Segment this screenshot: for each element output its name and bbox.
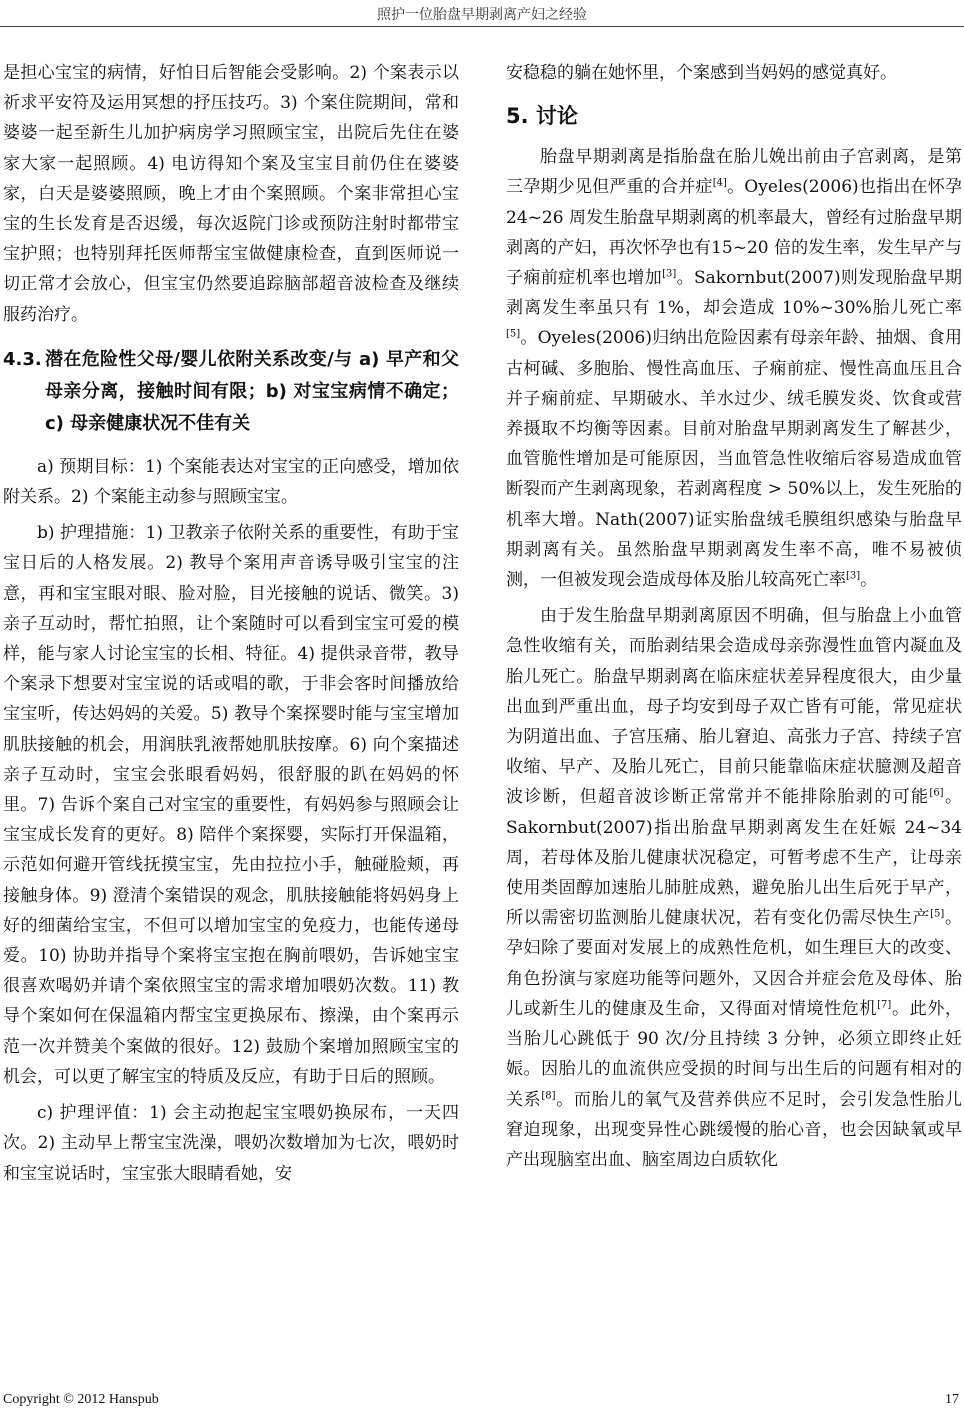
paragraph-discussion-1 <box>506 142 962 595</box>
section-title: 潜在危险性父母/婴儿依附关系改变/与 a) 早产和父母亲分离，接触时间有限；b) 对宝宝病情不确定；c) 母亲健康状况不佳有关 <box>45 348 459 434</box>
text-run: 。而胎儿的氧气及营养供应不足时，会引发急性胎儿窘迫现象，出现变异性心跳缓慢的胎心音，也会因缺氧或早产出现脑室出血、脑室周边白质软化 <box>506 1089 963 1170</box>
right-column <box>506 58 962 1181</box>
citation: [8] <box>541 1089 556 1101</box>
citation: [3] <box>846 570 861 582</box>
citation: [7] <box>877 999 892 1011</box>
running-header: 照护一位胎盘早期剥离产妇之经验 <box>377 7 587 23</box>
citation: [5] <box>930 908 945 920</box>
paragraph-continuation-right: 安稳稳的躺在她怀里，个案感到当妈妈的感觉真好。 <box>506 63 897 83</box>
text-run: 。Sakornbut(2007)指出胎盘早期剥离发生在妊娠 24~34 周，若母体及胎儿健康状况稳定，可暂考虑不生产，让母亲使用类固醇加速胎儿肺脏成熟，避免胎儿出生后死于早产，所以需密切监测胎儿健康状况，若有变化仍需尽快生产 <box>506 787 963 929</box>
paragraph-discussion-2 <box>506 601 962 1175</box>
paragraph-continuation: 是担心宝宝的病情，好怕日后智能会受影响。2) 个案表示以祈求平安符及运用冥想的抒压技巧。3) 个案住院期间，常和婆婆一起至新生儿加护病房学习照顾宝宝，出院后先住在婆家大家一起照顾。4) 电访得知个案及宝宝目前仍住在婆婆家，白天是婆婆照顾，晚上才由个案照顾。个案非常担心宝宝的生长发育是否迟缓，每次返院门诊或预防注射时都带宝宝护照；也特别拜托医师帮宝宝做健康检查，直到医师说一切正常才会放心，但宝宝仍然要追踪脑部超音波检查及继续服药治疗。 <box>3 63 459 325</box>
page-number: 17 <box>945 1392 959 1407</box>
header-rule <box>0 26 964 27</box>
paragraph-measures: b) 护理措施：1) 卫教亲子依附关系的重要性，有助于宝宝日后的人格发展。2) 教导个案用声音诱导吸引宝宝的注意，再和宝宝眼对眼、脸对脸，目光接触的说话、微笑。3) 亲子互动时，帮忙拍照，让个案随时可以看到宝宝可爱的模样，能与家人讨论宝宝的长相、特征。4) 提供录音带，教导个案录下想要对宝宝说的话或唱的歌，于非会客时间播放给宝宝听，传达妈妈的关爱。5) 教导个案探婴时能与宝宝增加肌肤接触的机会，用润肤乳液帮她肌肤按摩。6) 向个案描述亲子互动时，宝宝会张眼看妈妈，很舒服的趴在妈妈的怀里。7) 告诉个案自己对宝宝的重要性，有妈妈参与照顾会让宝宝成长发育的更好。8) 陪伴个案探婴，实际打开保温箱，示范如何避开管线抚摸宝宝，先由拉拉小手，触碰脸颊，再接触身体。9) 澄清个案错误的观念，肌肤接触能将妈妈身上好的细菌给宝宝，不但可以增加宝宝的免疫力，也能传递母爱。10) 协助并指导个案将宝宝抱在胸前喂奶，告诉她宝宝很喜欢喝奶并请个案依照宝宝的需求增加喂奶次数。11) 教导个案如何在保温箱内帮宝宝更换尿布、擦澡，由个案再示范一次并赞美个案做的很好。12) 鼓励个案增加照顾宝宝的机会，可以更了解宝宝的特质及反应，有助于日后的照顾。 <box>3 523 459 1087</box>
text-run: 胎盘早期剥离是指胎盘在胎儿娩出前由子宫剥离，是第三孕期少见但严重的合并症 <box>506 147 962 198</box>
left-column <box>3 58 459 1195</box>
citation: [5] <box>506 328 521 340</box>
paragraph-goals: a) 预期目标：1) 个案能表达对宝宝的正向感受，增加依附关系。2) 个案能主动参与照顾宝宝。 <box>3 456 459 508</box>
text-run: 。Oyeles(2006)也指出在怀孕 24~26 周发生胎盘早期剥离的机率最大，曾经有过胎盘早期剥离的产妇，再次怀孕也有15~20 倍的发生率，发生早产与子痫前症机率也增加 <box>506 177 962 289</box>
section-5-heading: 5. 讨论 <box>506 104 578 129</box>
copyright-notice: Copyright © 2012 Hanspub <box>3 1392 159 1407</box>
citation: [4] <box>712 177 727 189</box>
citation: [6] <box>929 787 944 799</box>
text-run: 。孕妇除了要面对发展上的成熟性危机，如生理巨大的改变、角色扮演与家庭功能等问题外，又因合并症会危及母体、胎儿或新生儿的健康及生命，又得面对情境性危机 <box>506 908 963 1019</box>
text-run: 由于发生胎盘早期剥离原因不明确，但与胎盘上小血管急性收缩有关，而胎剥结果会造成母亲弥漫性血管内凝血及胎儿死亡。胎盘早期剥离在临床症状差异程度很大，由少量出血到严重出血，母子均安到母子双亡皆有可能，常见症状为阴道出血、子宫压痛、胎儿窘迫、高张力子宫、持续子宫收缩、早产、及胎儿死亡，目前只能靠临床症状臆测及超音波诊断，但超音波诊断正常常并不能排除胎剥的可能 <box>506 606 962 808</box>
paragraph-evaluation: c) 护理评值：1) 会主动抱起宝宝喂奶换尿布，一天四次。2) 主动早上帮宝宝洗澡，喂奶次数增加为七次，喂奶时和宝宝说话时，宝宝张大眼睛看她，安 <box>3 1103 459 1184</box>
section-4-3-heading <box>3 344 459 440</box>
text-run: 。 <box>860 570 878 591</box>
section-number: 4.3. <box>3 348 42 370</box>
text-run: 。Sakornbut(2007)则发现胎盘早期剥离发生率虽只有 1%，却会造成 10%~30%胎儿死亡率 <box>506 268 962 319</box>
citation: [3] <box>662 268 677 280</box>
text-run: 。此外，当胎儿心跳低于 90 次/分且持续 3 分钟，必须立即终止妊娠。因胎儿的血流供应受损的时间与出生后的问题有相对的关系 <box>506 998 963 1110</box>
text-run: 。Oyeles(2006)归纳出危险因素有母亲年龄、抽烟、食用古柯碱、多胞胎、慢性高血压、子痫前症、慢性高血压且合并子痫前症、早期破水、羊水过少、绒毛膜发炎、饮食或营养摄取不均衡等因素。目前对胎盘早期剥离发生了解甚少，血管脆性增加是可能原因，当血管急性收缩后容易造成血管断裂而产生剥离现象，若剥离程度 > 50%以上，发生死胎的机率大增。Nath(2007)证实胎盘绒毛膜组织感染与胎盘早期剥离有关。虽然胎盘早期剥离发生率不高，唯不易被侦测，一但被发现会造成母体及胎儿较高死亡率 <box>506 328 962 591</box>
